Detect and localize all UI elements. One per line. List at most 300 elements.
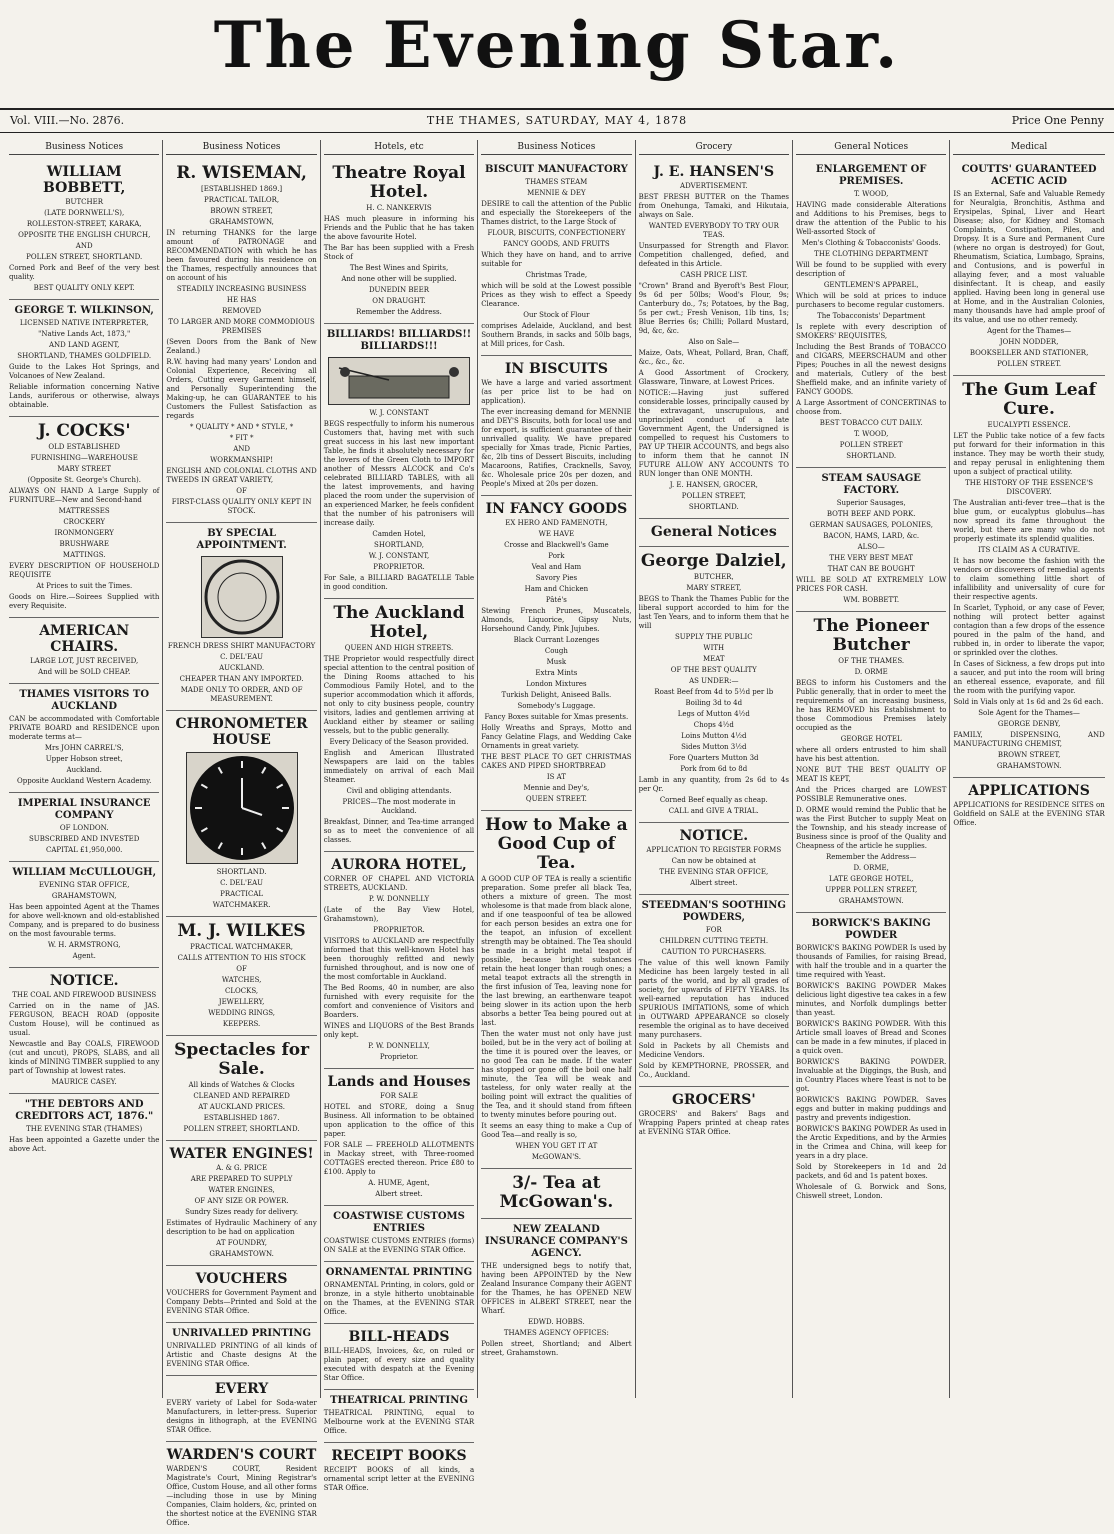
ad-heading: BY SPECIAL APPOINTMENT. (196, 528, 287, 551)
ad-line: We have a large and varied assortment (as per price list to be had on application). (481, 379, 632, 405)
ad-line: Has been appointed Agent at the Thames for above well-known and old-established Company, and is prepared to do business on the most favourable terms. (9, 903, 160, 938)
ad-line: And will be SOLD CHEAP. (38, 668, 131, 676)
ad-line: Sold in Packets by all Chemists and Medicine Vendors. (638, 1042, 789, 1059)
ad-heading: BISCUIT MANUFACTORY (484, 164, 628, 175)
ad-line: WE HAVE (538, 530, 575, 538)
column-2 (163, 140, 320, 1527)
ad-line: All kinds of Watches & Clocks (188, 1081, 295, 1089)
ad-line: FIRST-CLASS QUALITY ONLY KEPT IN STOCK. (171, 498, 312, 515)
ad-line: GRAHAMSTOWN, (209, 218, 274, 226)
ad-heading: J. E. HANSEN'S (653, 164, 775, 180)
ad-line: POLLEN STREET, SHORTLAND. (26, 253, 143, 261)
advertisement (324, 1069, 474, 1206)
advertisement (9, 300, 159, 417)
ad-line: WHEN YOU GET IT AT (515, 1142, 598, 1150)
ad-heading: UNRIVALLED PRINTING (172, 1328, 312, 1339)
ad-line: AT FOUNDRY, (216, 1239, 267, 1247)
ad-line: Remember the Address. (356, 308, 442, 316)
ad-line: Sundry Sizes ready for delivery. (185, 1208, 299, 1216)
ad-line: Crosse and Blackwell's Game (504, 541, 609, 549)
ad-line: BEST FRESH BUTTER on the Thames from Onehunga, Tamaki, and Hikutaia, always on Sale. (638, 193, 789, 219)
ad-heading: VOUCHERS (195, 1271, 288, 1287)
ad-line: SHORTLAND. (846, 452, 897, 460)
ad-line: It seems an easy thing to make a Cup of Good Tea—and really is so, (481, 1122, 632, 1139)
ad-line: AND LAND AGENT, (48, 341, 120, 349)
ad-line: Can now be obtained at (671, 857, 756, 865)
ad-line: MEAT (702, 655, 725, 663)
ad-line: EDWD. HOBBS. (528, 1318, 585, 1326)
advertisement (166, 1376, 316, 1442)
ad-line: CLEANED AND REPAIRED (193, 1092, 290, 1100)
ad-line: BORWICK'S BAKING POWDER Makes delicious light digestive tea cakes in a few minutes, and Norfolk dumplings better than yeast. (796, 982, 947, 1017)
ad-heading: BILL-HEADS (348, 1329, 450, 1345)
advertisement (9, 618, 159, 684)
ad-line: T. WOOD, (854, 190, 889, 198)
ad-line: And none other will be supplied. (341, 275, 457, 283)
ad-line: Which they have on hand, and to arrive suitable for (481, 251, 632, 268)
ad-line: Is replete with every description of SMOKERS' REQUISITES, (796, 323, 947, 340)
ad-line: THE undersigned begs to notify that, having been APPOINTED by the New Zealand Insurance Company their AGENT for the Thames, he has OPENED NEW OFFICES in ALBERT STREET, near the Wharf. (481, 1262, 632, 1315)
advertisement (481, 159, 631, 356)
ad-line: D. ORME (854, 668, 888, 676)
column-1 (6, 140, 163, 1398)
ad-heading: THEATRICAL PRINTING (330, 1395, 468, 1406)
ad-line: AND (75, 242, 93, 250)
ad-line: Proprietor. (379, 1053, 419, 1061)
ad-line: Corned Pork and Beef of the very best quality. (9, 264, 160, 281)
ad-line: W. J. CONSTANT, (368, 552, 430, 560)
ad-line: A Large Assortment of CONCERTINAS to choose from. (796, 399, 947, 416)
ad-heading: STEEDMAN'S SOOTHING POWDERS, (641, 900, 786, 923)
advertisement (9, 1094, 159, 1160)
ad-line: BORWICK'S BAKING POWDER Is used by thousands of Families, for raising Bread, with half the trouble and in a quarter the time required with Yeast. (796, 944, 947, 979)
ad-line: CHEAPER THAN ANY IMPORTED. (179, 675, 304, 683)
ad-line: SHORTLAND. (688, 503, 739, 511)
ad-line: ADVERTISEMENT. (680, 182, 748, 190)
ad-line: McGOWAN'S. (531, 1153, 581, 1161)
ad-line: BORWICK'S BAKING POWDER. Saves eggs and butter in making puddings and pastry and prevents indigestion. (796, 1096, 947, 1122)
advertisement (796, 159, 946, 468)
ad-line: Guide to the Lakes Hot Springs, and Volcanoes of New Zealand. (9, 363, 160, 380)
advertisement (481, 811, 631, 1169)
place-date: THE THAMES, SATURDAY, MAY 4, 1878 (426, 114, 688, 127)
ad-line: In Cases of Sickness, a few drops put into a saucer, and put into the room will bring an ethereal essence, evaporate, and fill the room with the purifying vapor. (953, 660, 1105, 695)
ad-line: WATCHES, (221, 976, 262, 984)
ad-line: DESIRE to call the attention of the Public and especially the Storekeepers of the Thames district, to the Large Stock of (481, 200, 632, 226)
ad-line: PROPRIETOR. (373, 926, 425, 934)
ad-heading: ORNAMENTAL PRINTING (325, 1267, 473, 1278)
ad-line: Mennie and Dey's, (523, 784, 590, 792)
ad-line: THE Proprietor would respectfully direct special attention to the central position of the Dining Rooms attached to his Commodious Family Hotel, and to the superior accommodation which it affords, not only to city business people, country visitors, ladies and gentlemen arriving at Auckland either by steamer or sailing vessels, but to the public generally. (323, 655, 475, 735)
advertisement (166, 1266, 316, 1323)
ad-line: BEST QUALITY ONLY KEPT. (33, 284, 135, 292)
ad-line: FOR SALE (380, 1092, 418, 1100)
column-header: Medical (953, 140, 1104, 155)
ad-line: WATER ENGINES, (208, 1186, 275, 1194)
ad-line: D. ORME, (853, 864, 889, 872)
advertisement (324, 159, 474, 324)
advertisement (324, 324, 474, 599)
ad-line: APPLICATIONS for RESIDENCE SITES on Goldfield on SALE at the EVENING STAR Office. (953, 801, 1105, 827)
ad-line: EUCALYPTI ESSENCE. (987, 421, 1071, 429)
ad-line: Breakfast, Dinner, and Tea-time arranged so as to meet the convenience of all classes. (323, 818, 475, 844)
ad-heading: The Pioneer Butcher (813, 616, 929, 655)
column-3 (321, 140, 478, 1492)
ad-line: DUNEDIN BEER (368, 286, 430, 294)
ad-line: Lamb in any quantity, from 2s 6d to 4s per Qr. (638, 776, 789, 793)
ad-line: The ever increasing demand for MENNIE and DEY'S Biscuits, both for local use and for export, is sufficient guarantee of their unrivalled quality. We have prepared specially for Xmas trade, Picnic Parties, &c, 2lb tins of Dessert Biscuits, including Macaroons, Ratifies, Cracknells, Savoy, &c. Wholesale price 20s per dozen, and People's Mixed at 20s per dozen. (481, 408, 632, 488)
ad-line: "Crown" Brand and Byeroft's Best Flour, 9s 6d per 50lbs; Wood's Flour, 9s; Canterbury do., 7s; Potatoes, by the Bag, 5s per cwt.; Fresh Venison, 1lb tins, 1s; Blue Berries 6s; Chilli; Pollard Mustard, 9d, &c, &c. (638, 282, 789, 335)
ad-line: The Australian anti-fever tree—that is the blue gum, or eucalyptus globulus—has now spread its fame throughout the world, but there are many who do not properly estimate its splendid qualities. (953, 499, 1105, 543)
ad-heading: GROCERS' (671, 1092, 756, 1108)
ad-heading: The Auckland Hotel, (333, 603, 465, 642)
ad-line: CHILDREN CUTTING TEETH. (659, 937, 769, 945)
advertisement (9, 684, 159, 793)
billiard-table-illustration (328, 357, 470, 405)
ad-line: CLOCKS, (225, 987, 259, 995)
ad-line: Holly Wreaths and Sprays, Motto and Fancy Gelatine Flags, and Wedding Cake Ornaments in great variety. (481, 724, 632, 750)
ad-line: Albert street. (375, 1190, 423, 1198)
ad-line: Pork from 6d to 8d (680, 765, 748, 773)
ad-heading: AMERICAN CHAIRS. (39, 623, 130, 655)
ad-line: W. J. CONSTANT (369, 409, 429, 417)
ad-line: ALWAYS ON HAND A Large Supply of FURNITURE—New and Second-hand (9, 487, 160, 504)
ad-line: R.W. having had many years' London and Colonial Experience, Receiving all Orders, Cutting every Garment himself, and Personally Superintending the Making-up, he can GUARANTEE to his Customers the Fullest Satisfaction as regards (166, 358, 317, 420)
advertisement (796, 913, 946, 1207)
ad-line: HE HAS (226, 296, 257, 304)
ad-line: Upper Hobson street, (45, 755, 123, 763)
ad-line: BEGS to Thank the Thames Public for the liberal support accorded to him for the last Ten Years, and to inform them that he will (638, 595, 789, 630)
column-7 (950, 140, 1107, 1398)
ad-line: FRENCH DRESS SHIRT MANUFACTORY (167, 642, 316, 650)
ad-line: CALL and GIVE A TRIAL. (668, 807, 759, 815)
ad-line: IN returning THANKS for the large amount of PATRONAGE and RECOMMENDATION with which he has been favoured during his residence on the Thames, respectfully announces that on account of his (166, 229, 317, 282)
masthead (0, 0, 1114, 92)
advertisement (639, 519, 789, 547)
ad-line: OF THE BEST QUALITY (670, 666, 757, 674)
ad-heading: RECEIPT BOOKS (331, 1448, 467, 1464)
ad-heading: "THE DEBTORS AND CREDITORS ACT, 1876." (15, 1099, 154, 1122)
advertisement (481, 356, 631, 496)
ad-line: BROWN STREET, (997, 751, 1061, 759)
ad-line: IRONMONGERY (54, 529, 114, 537)
ad-line: Maize, Oats, Wheat, Pollard, Bran, Chaff, &c., &c., &c. (638, 349, 789, 366)
ad-line: FURNISHING—WAREHOUSE (30, 454, 138, 462)
ad-line: MATTINGS. (62, 551, 106, 559)
ad-line: Carried on in the name of JAS. FERGUSON, BEACH ROAD (opposite Custom House), will be continued as usual. (9, 1002, 160, 1037)
ad-line: Superior Sausages, (836, 499, 906, 507)
ad-line: OF ANY SIZE OR POWER. (194, 1197, 289, 1205)
ad-heading: M. J. WILKES (177, 921, 306, 941)
advertisement (166, 523, 316, 711)
ad-heading: NOTICE. (49, 973, 119, 989)
ad-line: At Prices to suit the Times. (36, 582, 133, 590)
ad-line: UNRIVALLED PRINTING of all kinds of Artistic and Chaste designs At the EVENING STAR Office. (166, 1342, 317, 1368)
ad-line: CASH PRICE LIST. (680, 271, 748, 279)
ad-line: The Best Wines and Spirits, (349, 264, 449, 272)
ad-line: EVERY variety of Label for Soda-water Manufacturers, in letter-press. Superior designs in lithograph, at the EVENING STAR Office. (166, 1399, 317, 1434)
ad-line: Which will be sold at prices to induce purchasers to become regular customers. (796, 292, 947, 309)
advertisement (324, 1206, 474, 1262)
ad-heading: How to Make a Good Cup of Tea. (485, 815, 628, 873)
ad-line: English and American Illustrated Newspapers are laid on the tables immediately on arrival of each Mail Steamer. (323, 749, 475, 784)
advertisement (166, 1141, 316, 1266)
ad-line: FOR SALE — FREEHOLD ALLOTMENTS in Mackay street, with Three-roomed COTTAGES erected thereon. Price £80 to £100. Apply to (323, 1141, 475, 1176)
ad-line: (Opposite St. George's Church). (27, 476, 141, 484)
ad-line: CALLS ATTENTION TO HIS STOCK (177, 954, 306, 962)
ad-line: HAVING made considerable Alterations and Additions to his Premises, begs to draw the attention of the Public to his Well-assorted Stock of (796, 201, 947, 236)
ad-line: Wholesale of G. Borwick and Sons, Chiswell street, London. (796, 1183, 947, 1200)
ad-heading: GEORGE T. WILKINSON, (14, 305, 154, 316)
ad-line: Roast Beef from 4d to 5½d per lb (654, 688, 774, 696)
advertisement (796, 612, 946, 913)
ad-line: KEEPERS. (222, 1020, 261, 1028)
ad-heading: APPLICATIONS (968, 783, 1090, 799)
ad-line: For Sale, a BILLIARD BAGATELLE Table in good condition. (323, 574, 475, 591)
ad-line: GENTLEMEN'S APPAREL, (823, 281, 919, 289)
ad-line: which will be sold at the Lowest possible Prices as they wish to effect a Speedy Clearance. (481, 282, 632, 308)
ad-heading: ENLARGEMENT OF PREMISES. (815, 164, 927, 187)
ad-heading: General Notices (650, 524, 777, 540)
ad-line: AS UNDER:— (689, 677, 739, 685)
ad-line: VOUCHERS for Government Payment and Company Debts—Printed and Sold at the EVENING STAR Office. (166, 1289, 317, 1315)
ad-line: * FIT * (229, 434, 254, 442)
ad-line: POLLEN STREET. (997, 360, 1062, 368)
ad-line: Corned Beef equally as cheap. (659, 796, 768, 804)
ad-line: ALSO— (857, 543, 885, 551)
ad-line: Boiling 3d to 4d (685, 699, 743, 707)
ad-line: London Mixtures (526, 680, 587, 688)
ad-heading: COASTWISE CUSTOMS ENTRIES (333, 1211, 465, 1234)
ad-heading: BORWICK'S BAKING POWDER (811, 918, 931, 941)
ad-line: "Native Lands Act, 1873," (38, 330, 131, 338)
ad-line: Unsurpassed for Strength and Flavor. Competition challenged, defied, and defeated in this Article. (638, 242, 789, 268)
ad-heading: WATER ENGINES! (169, 1146, 314, 1162)
column-header: Business Notices (481, 140, 631, 155)
ad-line: ESTABLISHED 1867. (203, 1114, 280, 1122)
ad-heading: STEAM SAUSAGE FACTORY. (821, 473, 921, 496)
advertisement (324, 1262, 474, 1324)
ad-line: WINES and LIQUORS of the Best Brands only kept. (323, 1022, 475, 1039)
ad-line: ARE PREPARED TO SUPPLY (190, 1175, 293, 1183)
ad-heading: THAMES VISITORS TO AUCKLAND (19, 689, 150, 712)
ad-line: CAN be accommodated with Comfortable PRIVATE BOARD and RESIDENCE upon moderate terms at— (9, 715, 160, 741)
ad-line: Veal and Ham (531, 563, 582, 571)
ad-line: MARY STREET, (686, 584, 742, 592)
ad-line: Men's Clothing & Tobacconists' Goods. (801, 239, 941, 247)
ad-line: GRAHAMSTOWN, (51, 892, 117, 900)
ad-line: Every Delicacy of the Season provided. (329, 738, 469, 746)
advertisement (166, 1442, 316, 1534)
ad-line: Albert street. (690, 879, 738, 887)
ad-line: A GOOD CUP OF TEA is really a scientific preparation. Some prefer all black Tea, others a mixture of green. The most wholesome is that made from black alone, and if one teaspoonful of tea be allowed for each person besides an extra one for the teapot, an infusion of excellent strength may be obtained. The Tea should be made in a bright metal teapot if possible, because bright substances retain the heat longer than rough ones; a metal teapot extracts all the strength in the first infusion of Tea, leaving none for the last brewing, an earthenware teapot being slower in its action upon the herb absorbs a better Tea being poured out at last. (481, 875, 632, 1027)
ad-line: BORWICK'S BAKING POWDER. Invaluable at the Diggings, the Bush, and in Country Places where Yeast is not to be got. (796, 1058, 947, 1093)
ad-line: Has been appointed a Gazette under the above Act. (9, 1136, 160, 1153)
advertisement (953, 778, 1104, 834)
ad-line: BORWICK'S BAKING POWDER As used in the Arctic Expeditions, and by the Armies in the Crimea and China, will keep for years in a dry place. (796, 1125, 947, 1160)
column-header: General Notices (796, 140, 946, 155)
ad-line: Black Currant Lozenges (513, 636, 600, 644)
advertisement (9, 862, 159, 968)
ad-line: Sold by KEMPTHORNE, PROSSER, and Co., Auckland. (638, 1062, 789, 1079)
advertisement (9, 793, 159, 862)
ad-line: THE EVENING STAR OFFICE, (659, 868, 769, 876)
ad-line: OF (236, 487, 247, 495)
ad-line: The Bed Rooms, 40 in number, are also furnished with every requisite for the comfort and convenience of Visitors and Boarders. (323, 984, 475, 1019)
ad-line: * QUALITY * AND * STYLE, * (189, 423, 294, 431)
ad-line: (Late of the Bay View Hotel, Grahamstown), (323, 906, 475, 923)
ad-heading: WILLIAM BOBBETT, (43, 164, 126, 196)
ad-line: GRAHAMSTOWN. (209, 1250, 274, 1258)
ad-line: Our Stock of Flour (523, 311, 590, 319)
column-header: Grocery (639, 140, 789, 155)
ad-line: Turkish Delight, Aniseed Balls. (501, 691, 612, 699)
ad-line: Estimates of Hydraulic Machinery of any description to be had on application (166, 1219, 317, 1236)
ad-heading: Theatre Royal Hotel. (332, 163, 466, 202)
ad-line: A. HUME, Agent, (368, 1179, 430, 1187)
ad-line: Fore Quarters Mutton 3d (669, 754, 759, 762)
advertisement (166, 159, 316, 523)
ad-line: GROCERS' and Bakers' Bags and Wrapping Papers printed at cheap rates at EVENING STAR Office. (638, 1110, 789, 1136)
ad-line: Agent. (72, 952, 96, 960)
advertisement (324, 852, 474, 1069)
ad-line: OF THE THAMES. (838, 657, 905, 665)
ad-line: TO LARGER AND MORE COMMODIOUS PREMISES (168, 318, 315, 335)
ad-line: BILL-HEADS, Invoices, &c, on ruled or plain paper, of every size and quality executed with despatch at the Evening Star Office. (323, 1347, 475, 1382)
ad-line: GEORGE HOTEL (840, 735, 902, 743)
advertisement (324, 1324, 474, 1390)
ad-line: BEGS respectfully to inform his numerous Customers that, having met with such great success in his last new important Table, he finds it absolutely necessary for the lovers of the Green Cloth to IMPORT another of Messrs ALCOCK and Co's celebrated BILLIARD TABLES, with all the latest improvements, and having placed the room under the supervision of an experienced Marker, he feels confident that the number of his patronisers will increase daily. (323, 420, 475, 527)
advertisement (166, 711, 316, 917)
ad-line: PROPRIETOR. (373, 563, 425, 571)
advertisement (324, 1443, 474, 1499)
advertisement (481, 1219, 631, 1364)
ad-line: GERMAN SAUSAGES, POLONIES, (809, 521, 933, 529)
volume-number: Vol. VIII.—No. 2876. (10, 114, 125, 127)
ad-line: Stewing French Prunes, Muscatels, Almonds, Liquorice, Gipsy Nuts, Horsehound Candy, Pink Jujubes. (481, 607, 632, 633)
ad-line: It has now become the fashion with the vendors or discoverers of remedial agents to claim something little short of infallibility and universality of cure for their respective agents. (953, 557, 1105, 601)
ad-line: A Good Assortment of Crockery, Glassware, Tinware, at Lowest Prices. (638, 369, 789, 386)
ad-line: Chops 4½d (693, 721, 734, 729)
ad-line: Ham and Chicken (524, 585, 589, 593)
ad-line: GRAHAMSTOWN. (996, 762, 1062, 770)
ad-heading: AURORA HOTEL, (331, 857, 467, 873)
ad-line: T. WOOD, (854, 430, 889, 438)
ad-line: SHORTLAND, (374, 541, 424, 549)
ad-line: Remember the Address— (825, 853, 917, 861)
ad-line: J. E. HANSEN, GROCER, (669, 481, 758, 489)
ad-line: HAS much pleasure in informing his Friends and the Public that he has taken the above favourite Hotel. (323, 215, 475, 241)
ad-line: BROWN STREET, (210, 207, 273, 215)
ad-line: Fancy Boxes suitable for Xmas presents. (484, 713, 629, 721)
ad-heading: NOTICE. (679, 828, 749, 844)
ad-heading: Lands and Houses (327, 1074, 471, 1090)
ad-line: MATTRESSES (58, 507, 110, 515)
ad-line: A. & G. PRICE (216, 1164, 268, 1172)
ad-line: AND (233, 445, 250, 453)
ad-line: Sold by Storekeepers in 1d and 2d packets, and 6d and 1s patent boxes. (796, 1163, 947, 1180)
clock-face-icon (186, 752, 298, 864)
ad-line: D. ORME would remind the Public that he was the First Butcher to supply Meat on the Township, and his steady increase of Business since is proof of the Quality and Cheapness of the article he supplies. (796, 806, 947, 850)
ad-line: QUEEN AND HIGH STREETS. (344, 644, 454, 652)
advertisement (324, 1390, 474, 1443)
ad-line: BOTH BEEF AND PORK. (826, 510, 916, 518)
ad-line: (LATE DORNWELL'S), (44, 209, 125, 217)
ad-line: WITH (703, 644, 725, 652)
ad-heading: J. COCKS' (37, 421, 131, 441)
ad-line: BUTCHER, (693, 573, 734, 581)
advertisement (796, 468, 946, 612)
ad-line: THE BEST PLACE TO GET CHRISTMAS CAKES AND PIPED SHORTBREAD (481, 753, 632, 770)
ad-line: Civil and obliging attendants. (346, 787, 452, 795)
ad-line: FOR (705, 926, 722, 934)
ad-line: MADE ONLY TO ORDER, AND OF MEASUREMENT. (180, 686, 303, 703)
ad-heading: EVERY (214, 1381, 269, 1397)
ad-line: Mrs JOHN CARREL'S, (44, 744, 124, 752)
column-header: Hotels, etc (324, 140, 474, 155)
ad-line: (Seven Doors from the Bank of New Zealand.) (166, 338, 317, 355)
ad-line: CORNER OF CHAPEL AND VICTORIA STREETS, AUCKLAND. (323, 875, 475, 892)
ad-line: BEST TOBACCO CUT DAILY. (819, 419, 923, 427)
ad-line: ORNAMENTAL Printing, in colors, gold or bronze, in a style hitherto unobtainable on the Thames, at the EVENING STAR Office. (323, 1281, 475, 1316)
ad-line: THE CLOTHING DEPARTMENT (814, 250, 929, 258)
advertisement (9, 159, 159, 300)
ad-heading: COUTTS' GUARANTEED ACETIC ACID (961, 164, 1097, 187)
ad-line: AUCKLAND. (219, 664, 265, 672)
ad-line: VISITORS to AUCKLAND are respectfully informed that this well-known Hotel has been thoroughly refitted and newly furnished throughout, and is now one of the most comfortable in Auckland. (323, 937, 475, 981)
seal-emblem-icon (201, 556, 283, 638)
ad-line: Reliable information concerning Native Lands, auriferous or otherwise, always obtainable. (9, 383, 160, 409)
ad-line: CROCKERY (63, 518, 106, 526)
ad-line: WORKMANSHIP! (210, 456, 274, 464)
ad-line: THEATRICAL PRINTING, equal to Melbourne work at the EVENING STAR Office. (323, 1409, 475, 1435)
ad-line: Including the Best Brands of TOBACCO and CIGARS, MEERSCHAUM and other Pipes; Pouches in all the newest designs and materials, Cutlery of the best Sheffield make, and an infinite variety of FANCY GOODS. (796, 343, 947, 396)
ad-line: H. C. NANKERVIS (366, 204, 432, 212)
ad-line: CAUTION TO PURCHASERS. (661, 948, 767, 956)
ad-line: FANCY GOODS, AND FRUITS (503, 240, 610, 248)
ad-line: NOTICE:—Having just suffered considerable losses, principally caused by the extravagant, unscrupulous, and unprincipled conduct of a late Government Agent, the Undersigned is compelled to request his Customers to PAY UP THEIR ACCOUNTS, and begs also to inform them that he cannot IN FUTURE ALLOW ANY ACCOUNTS TO RUN longer than ONE MONTH. (638, 389, 789, 478)
ad-line: NONE BUT THE BEST QUALITY OF MEAT IS KEPT, (796, 766, 947, 783)
ad-line: WANTED EVERYBODY TO TRY OUR TEAS. (648, 222, 779, 239)
advertisement (481, 1169, 631, 1219)
advertisement (639, 1087, 789, 1143)
ad-line: Sold in Vials only at 1s 6d and 2s 6d each. (953, 698, 1104, 706)
ad-line: PRICES—The most moderate in Auckland. (342, 798, 456, 815)
ad-heading: CHRONOMETER HOUSE (175, 716, 308, 748)
ad-line: SUBSCRIBED AND INVESTED (29, 835, 140, 843)
ad-line: HOTEL and STORE, doing a Snug Business. All information to be obtained upon application to the office of this paper. (323, 1103, 475, 1138)
ad-line: Sides Mutton 3½d (681, 743, 747, 751)
ad-heading: The Gum Leaf Cure. (962, 380, 1096, 419)
ad-line: where all orders entrusted to him shall have his best attention. (796, 746, 947, 763)
ad-line: OF LONDON. (59, 824, 109, 832)
advertisement (639, 895, 789, 1087)
ad-line: ROLLESTON-STREET, KARAKA, (26, 220, 142, 228)
ad-line: ENGLISH AND COLONIAL CLOTHS AND TWEEDS IN GREAT VARIETY, (166, 467, 317, 484)
columns-container (6, 140, 1108, 1527)
ad-line: Somebody's Luggage. (517, 702, 596, 710)
ad-line: MENNIE & DEY (527, 189, 586, 197)
ad-line: AT AUCKLAND PRICES. (198, 1103, 285, 1111)
ad-line: And the Prices charged are LOWEST POSSIBLE Remunerative ones. (796, 786, 947, 803)
ad-line: Also on Sale— (688, 338, 740, 346)
ad-line: EX HERO AND FAMENOTH, (505, 519, 608, 527)
ad-line: Camden Hotel, (372, 530, 426, 538)
ad-line: P. W. DONNELLY (368, 895, 430, 903)
ad-line: THAMES AGENCY OFFICES: (503, 1329, 609, 1337)
ad-heading: IN BISCUITS (504, 361, 608, 377)
ad-line: C. DEL'EAU (220, 653, 264, 661)
